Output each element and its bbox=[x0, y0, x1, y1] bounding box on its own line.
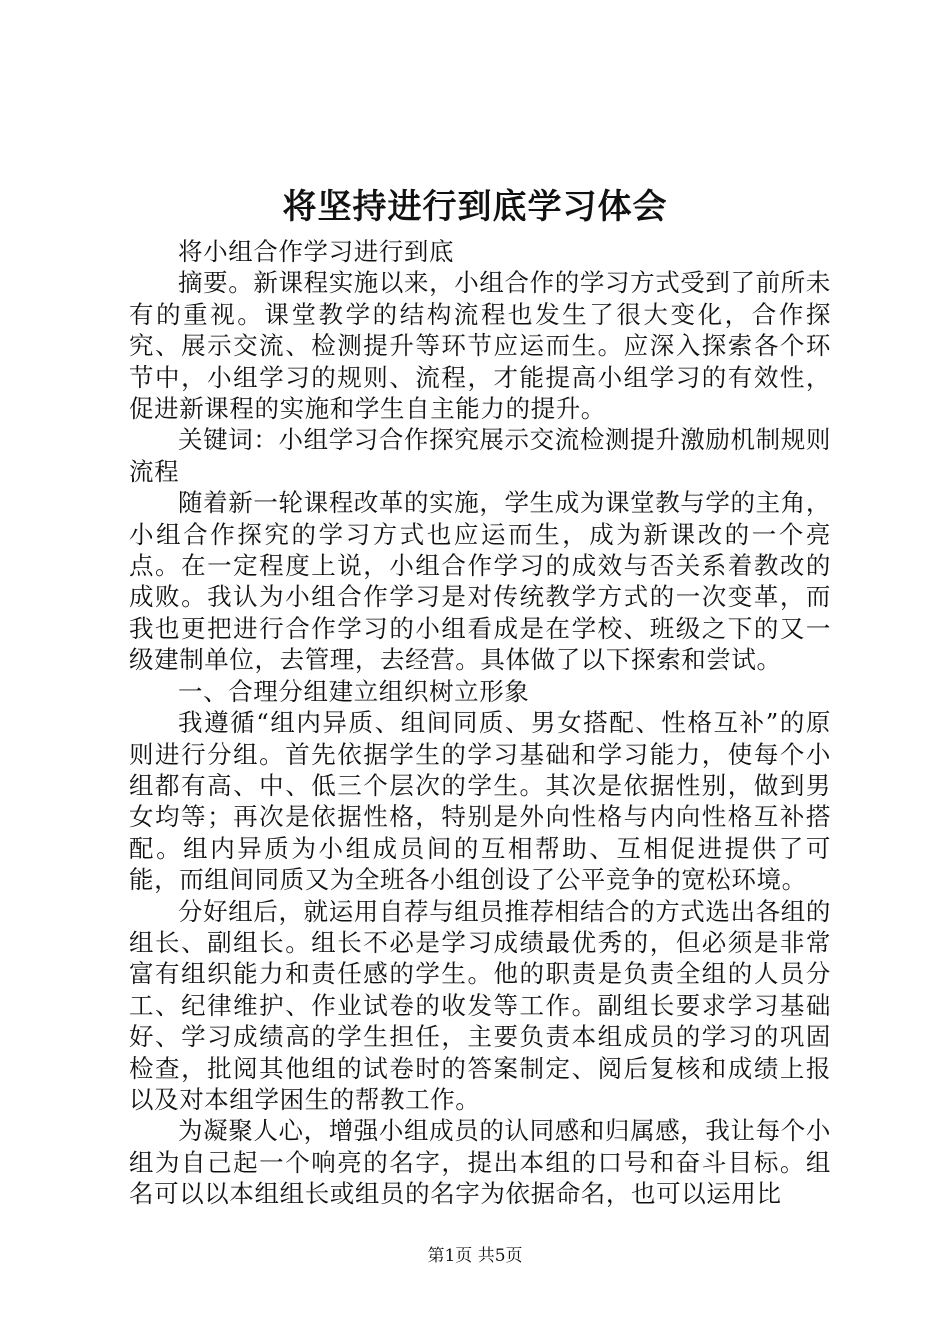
paragraph-intro: 随着新一轮课程改革的实施，学生成为课堂教与学的主角，小组合作探究的学习方式也应运而生，成为新课改的一个亮点。在一定程度上说，小组合作学习的成效与否关系着教改的成败。我认为小组合作学习是对传统教学方式的一次变革，而我也更把进行合作学习的小组看成是在学校、班级之下的又一级建制单位，去管理，去经营。具体做了以下探索和尝试。 bbox=[129, 488, 831, 675]
document-title: 将坚持进行到底学习体会 bbox=[282, 187, 668, 227]
page-number-footer: 第1页 共5页 bbox=[427, 1246, 523, 1266]
paragraph-keywords: 关键词：小组学习合作探究展示交流检测提升激励机制规则流程 bbox=[129, 425, 831, 486]
section-heading-1: 一、合理分组建立组织树立形象 bbox=[178, 676, 530, 706]
document-body bbox=[129, 236, 831, 1210]
paragraph-cohesion: 为凝聚人心，增强小组成员的认同感和归属感，我让每个小组为自己起一个响亮的名字，提出本组的口号和奋斗目标。组名可以以本组组长或组员的名字为依据命名，也可以运用比 bbox=[129, 1116, 831, 1209]
paragraph-leaders: 分好组后，就运用自荐与组员推荐相结合的方式选出各组的组长、副组长。组长不必是学习成绩最优秀的，但必须是非常富有组织能力和责任感的学生。他的职责是负责全组的人员分工、纪律维护、作业试卷的收发等工作。副组长要求学习基础好、学习成绩高的学生担任，主要负责本组成员的学习的巩固检查，批阅其他组的试卷时的答案制定、阅后复核和成绩上报以及对本组学困生的帮教工作。 bbox=[129, 896, 831, 1114]
paragraph-grouping: 我遵循“组内异质、组间同质、男女搭配、性格互补”的原则进行分组。首先依据学生的学习基础和学习能力，使每个小组都有高、中、低三个层次的学生。其次是依据性别，做到男女均等；再次是依据性格，特别是外向性格与内向性格互补搭配。组内异质为小组成员间的互相帮助、互相促进提供了可能，而组间同质又为全班各小组创设了公平竞争的宽松环境。 bbox=[129, 708, 831, 895]
paragraph-subtitle: 将小组合作学习进行到底 bbox=[178, 237, 455, 266]
paragraph-abstract: 摘要。新课程实施以来，小组合作的学习方式受到了前所未有的重视。课堂教学的结构流程也发生了很大变化，合作探究、展示交流、检测提升等环节应运而生。应深入探索各个环节中，小组学习的规则、流程，才能提高小组学习的有效性，促进新课程的实施和学生自主能力的提升。 bbox=[129, 268, 831, 424]
